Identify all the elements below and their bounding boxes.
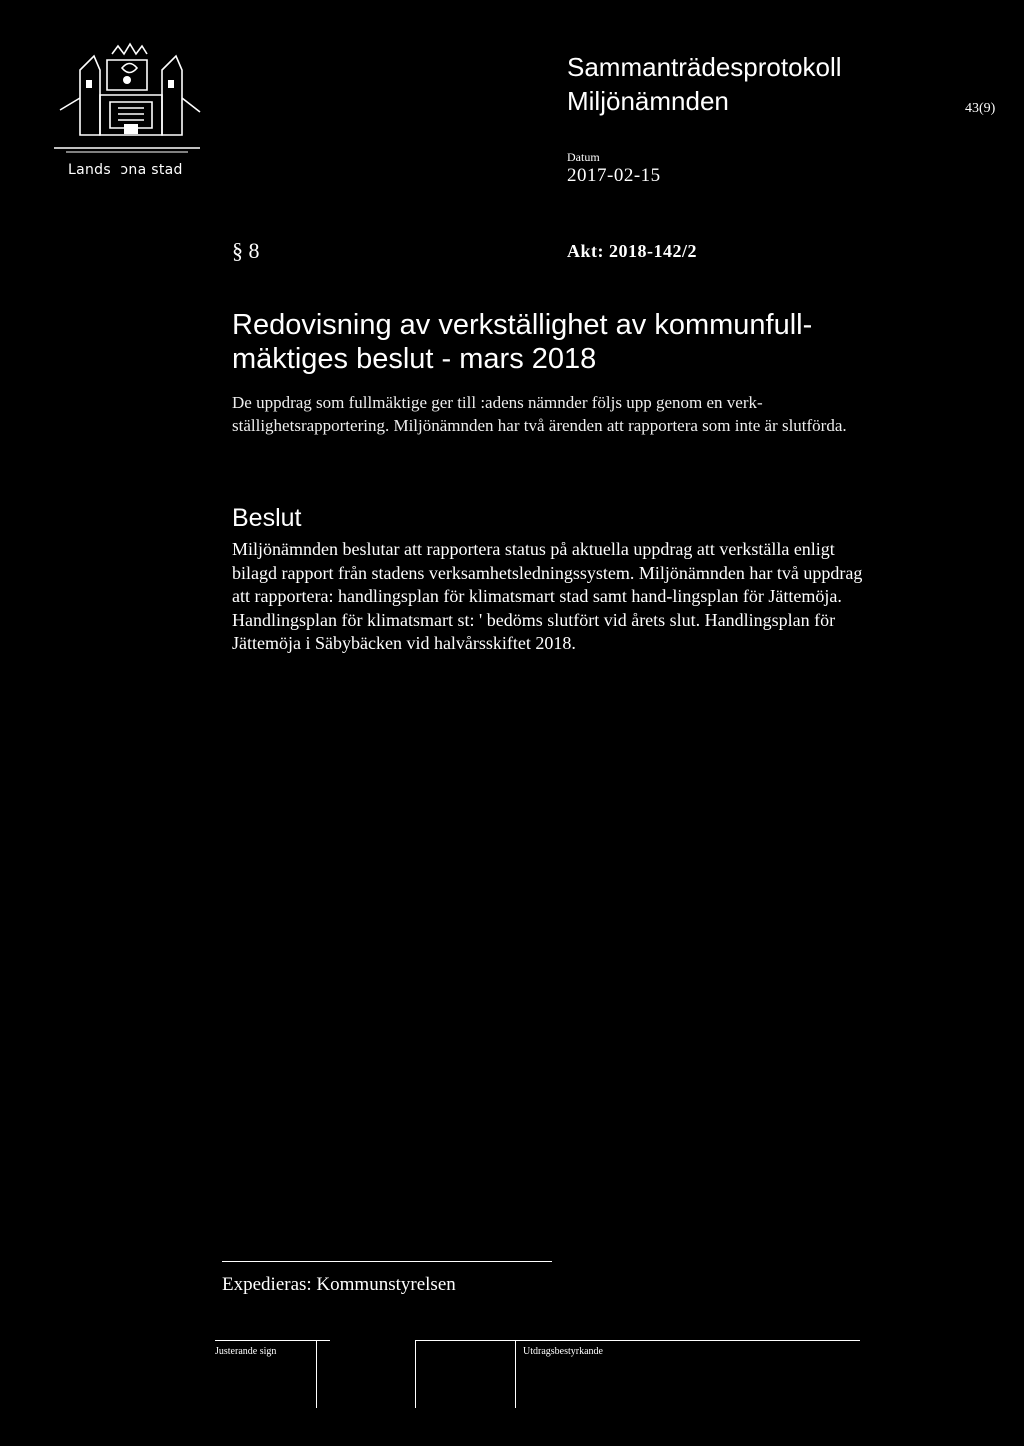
footer-separator: [415, 1340, 416, 1408]
organization-name: Lands ɔna stad: [68, 162, 183, 178]
footer-separator: [316, 1340, 317, 1408]
distribution-note: Expedieras: Kommunstyrelsen: [222, 1274, 456, 1295]
case-number: Akt: 2018-142/2: [567, 241, 697, 261]
divider-line: [222, 1261, 552, 1262]
city-coat-of-arms-logo: [52, 40, 202, 158]
intro-paragraph: De uppdrag som fullmäktige ger till :adens nämnder följs upp genom en verk-ställighetsrapportering. Miljönämnden har två ärenden att rapportera som inte är slutförda.: [232, 393, 847, 435]
decision-heading: Beslut: [232, 504, 302, 532]
date-label: Datum: [567, 150, 600, 164]
footer-separator: [515, 1340, 516, 1408]
document-type: Sammanträdesprotokoll: [567, 52, 842, 82]
utdragsbestyrkande-label: Utdragsbestyrkande: [523, 1346, 603, 1357]
section-number: § 8: [232, 238, 260, 263]
committee-name: Miljönämnden: [567, 86, 729, 116]
decision-text: Miljönämnden beslutar att rapportera status på aktuella uppdrag att verkställa enligt bilagd rapport från stadens verksamhetsledningssystem. Miljönämnden har två uppdrag att rapportera: handlingsplan för klimatsmart stad samt hand-lingsplan för Jättemöja. Handlingsplan för klimatsmart st: ' bedöms slutfört vid årets slut. Handlingsplan för Jättemöja i Säbybäcken vid halvårsskiftet 2018.: [232, 539, 863, 653]
item-title: Redovisning av verkställighet av kommunfull-mäktiges beslut - mars 2018: [232, 309, 813, 375]
meeting-date: 2017-02-15: [567, 165, 661, 186]
justerande-sign-label: Justerande sign: [215, 1346, 277, 1357]
signature-footer: [215, 1340, 860, 1408]
footer-top-line: [415, 1340, 860, 1341]
footer-top-line: [215, 1340, 330, 1341]
page-number: 43(9): [965, 101, 996, 116]
